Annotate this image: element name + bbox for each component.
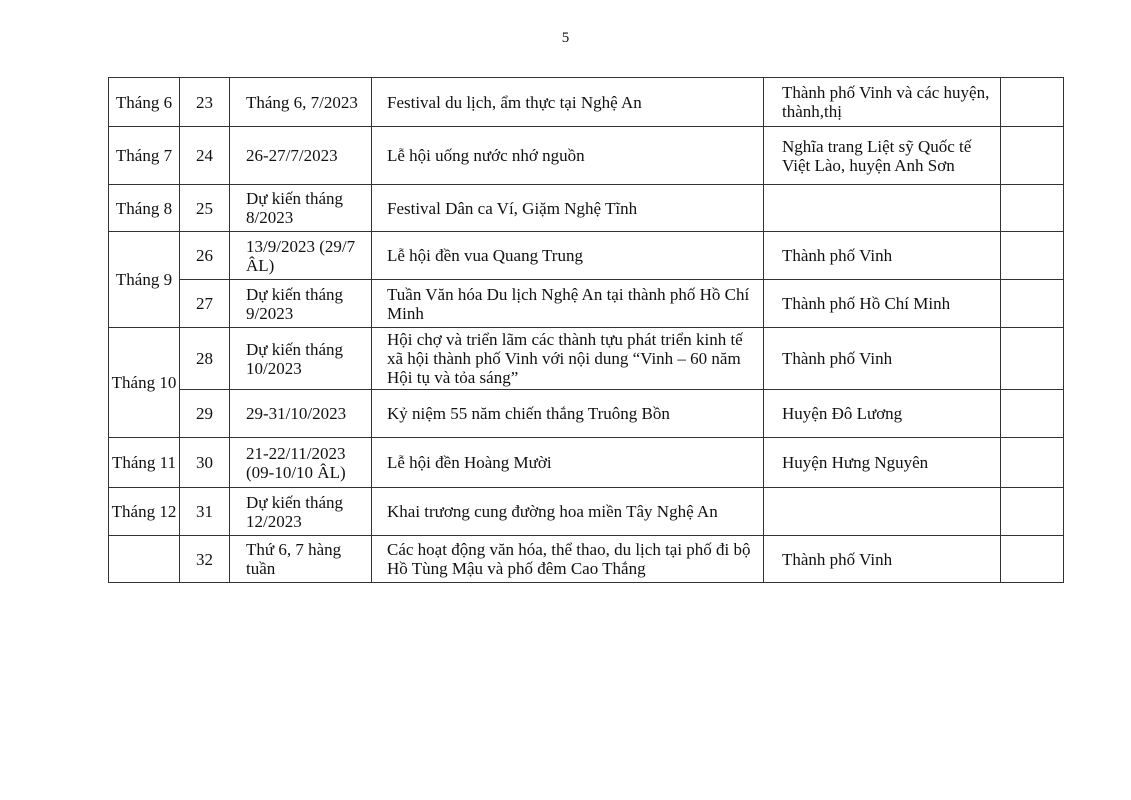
- month-cell: Tháng 11: [109, 438, 180, 488]
- stt-cell: 23: [180, 78, 230, 127]
- place-cell: Huyện Đô Lương: [764, 390, 1001, 438]
- time-cell: 29-31/10/2023: [230, 390, 372, 438]
- place-cell: Huyện Hưng Nguyên: [764, 438, 1001, 488]
- place-cell: Thành phố Vinh: [764, 328, 1001, 390]
- table-row: [109, 232, 1064, 280]
- event-cell: Lễ hội đền vua Quang Trung: [372, 232, 764, 280]
- event-cell: Khai trương cung đường hoa miền Tây Nghệ An: [372, 488, 764, 536]
- note-cell: [1001, 280, 1064, 328]
- note-cell: [1001, 127, 1064, 185]
- note-cell: [1001, 438, 1064, 488]
- note-cell: [1001, 390, 1064, 438]
- table-row: [109, 185, 1064, 232]
- place-cell: [764, 488, 1001, 536]
- event-cell: Hội chợ và triển lãm các thành tựu phát triển kinh tế xã hội thành phố Vinh với nội dung “Vinh – 60 năm Hội tụ và tỏa sáng”: [372, 328, 764, 390]
- month-cell: Tháng 12: [109, 488, 180, 536]
- event-cell: Festival Dân ca Ví, Giặm Nghệ Tĩnh: [372, 185, 764, 232]
- stt-cell: 29: [180, 390, 230, 438]
- stt-cell: 31: [180, 488, 230, 536]
- month-cell: Tháng 10: [109, 328, 180, 438]
- stt-cell: 25: [180, 185, 230, 232]
- table-row: [109, 488, 1064, 536]
- month-cell: [109, 536, 180, 583]
- time-cell: 13/9/2023 (29/7 ÂL): [230, 232, 372, 280]
- place-cell: Thành phố Hồ Chí Minh: [764, 280, 1001, 328]
- event-cell: Các hoạt động văn hóa, thể thao, du lịch tại phố đi bộ Hồ Tùng Mậu và phố đêm Cao Thắng: [372, 536, 764, 583]
- time-cell: Dự kiến tháng 9/2023: [230, 280, 372, 328]
- time-cell: Tháng 6, 7/2023: [230, 78, 372, 127]
- time-cell: Dự kiến tháng 8/2023: [230, 185, 372, 232]
- place-cell: Thành phố Vinh: [764, 232, 1001, 280]
- month-cell: Tháng 9: [109, 232, 180, 328]
- stt-cell: 28: [180, 328, 230, 390]
- time-cell: 26-27/7/2023: [230, 127, 372, 185]
- month-cell: Tháng 8: [109, 185, 180, 232]
- place-cell: Nghĩa trang Liệt sỹ Quốc tế Việt Lào, huyện Anh Sơn: [764, 127, 1001, 185]
- table-row: [109, 390, 1064, 438]
- month-cell: Tháng 6: [109, 78, 180, 127]
- time-cell: Dự kiến tháng 12/2023: [230, 488, 372, 536]
- event-cell: Lễ hội uống nước nhớ nguồn: [372, 127, 764, 185]
- table-row: [109, 280, 1064, 328]
- stt-cell: 32: [180, 536, 230, 583]
- time-cell: Thứ 6, 7 hàng tuần: [230, 536, 372, 583]
- note-cell: [1001, 185, 1064, 232]
- stt-cell: 30: [180, 438, 230, 488]
- event-cell: Tuần Văn hóa Du lịch Nghệ An tại thành phố Hồ Chí Minh: [372, 280, 764, 328]
- place-cell: Thành phố Vinh: [764, 536, 1001, 583]
- event-cell: Lễ hội đền Hoàng Mười: [372, 438, 764, 488]
- stt-cell: 27: [180, 280, 230, 328]
- table-row: [109, 78, 1064, 127]
- note-cell: [1001, 232, 1064, 280]
- page-number: 5: [561, 30, 570, 46]
- place-cell: [764, 185, 1001, 232]
- note-cell: [1001, 536, 1064, 583]
- table-row: [109, 438, 1064, 488]
- note-cell: [1001, 78, 1064, 127]
- time-cell: Dự kiến tháng 10/2023: [230, 328, 372, 390]
- event-schedule-table: [108, 77, 1064, 583]
- stt-cell: 24: [180, 127, 230, 185]
- place-cell: Thành phố Vinh và các huyện, thành,thị: [764, 78, 1001, 127]
- table-row: [109, 536, 1064, 583]
- stt-cell: 26: [180, 232, 230, 280]
- note-cell: [1001, 328, 1064, 390]
- note-cell: [1001, 488, 1064, 536]
- table-row: [109, 328, 1064, 390]
- event-cell: Festival du lịch, ẩm thực tại Nghệ An: [372, 78, 764, 127]
- month-cell: Tháng 7: [109, 127, 180, 185]
- event-cell: Kỷ niệm 55 năm chiến thắng Truông Bồn: [372, 390, 764, 438]
- time-cell: 21-22/11/2023 (09-10/10 ÂL): [230, 438, 372, 488]
- table-row: [109, 127, 1064, 185]
